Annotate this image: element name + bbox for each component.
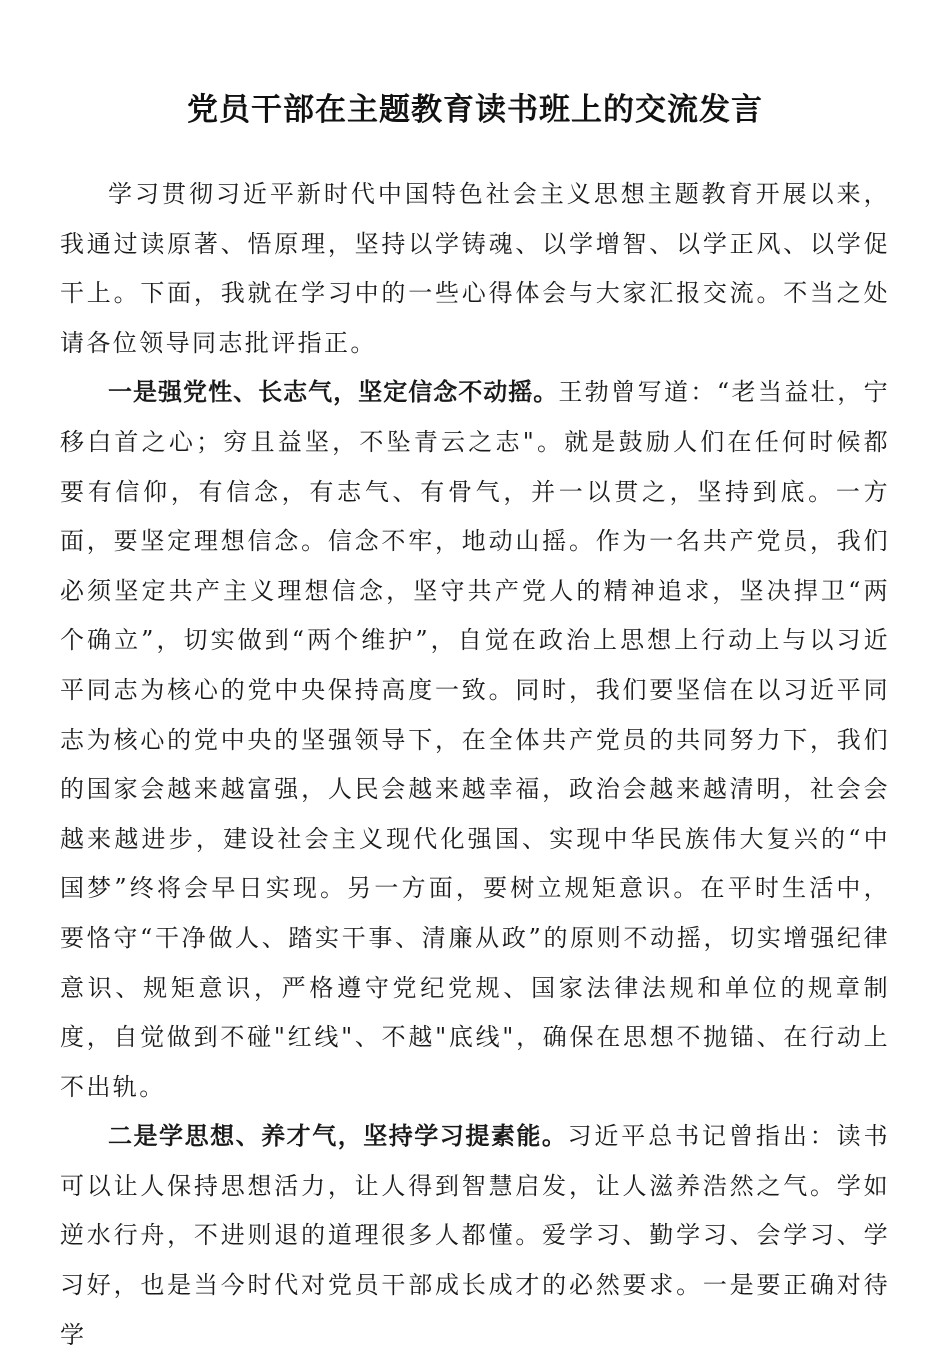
paragraph-text: 王勃曾写道：“老当益壮，宁移白首之心；穷且益坚，不坠青云之志"。就是鼓励人们在任何时候都要有信仰，有信念，有志气、有骨气，并一以贯之，坚持到底。一方面，要坚定理想信念。信念不牢，地动山摇。作为一名共产党员，我们必须坚定共产主义理想信念，坚守共产党人的精神追求，坚决捍卫“两个确立”，切实做到“两个维护”，自觉在政治上思想上行动上与以习近平同志为核心的党中央保持高度一致。同时，我们要坚信在以习近平同志为核心的党中央的坚强领导下，在全体共产党员的共同努力下，我们的国家会越来越富强，人民会越来越幸福，政治会越来越清明，社会会越来越进步，建设社会主义现代化强国、实现中华民族伟大复兴的“中国梦”终将会早日实现。另一方面，要树立规矩意识。在平时生活中，要恪守“干净做人、踏实干事、清廉从政”的原则不动摇，切实增强纪律意识、规矩意识，严格遵守党纪党规、国家法律法规和单位的规章制度，自觉做到不碰"红线"、不越"底线"，确保在思想不抛锚、在行动上不出轨。 xyxy=(60,378,891,1101)
document-body xyxy=(60,170,890,1360)
document-title: 党员干部在主题教育读书班上的交流发言 xyxy=(187,92,763,128)
paragraph-text: 学习贯彻习近平新时代中国特色社会主义思想主题教育开展以来，我通过读原著、悟原理，坚持以学铸魂、以学增智、以学正风、以学促干上。下面，我就在学习中的一些心得体会与大家汇报交流。不当之处请各位领导同志批评指正。 xyxy=(60,180,890,357)
paragraph-lead: 二是学思想、养才气，坚持学习提素能。 xyxy=(108,1122,568,1151)
paragraph-point-two xyxy=(60,1112,890,1360)
paragraph-point-one xyxy=(60,368,890,1112)
paragraph-lead: 一是强党性、长志气，坚定信念不动摇。 xyxy=(108,378,559,407)
paragraph-intro xyxy=(60,170,890,368)
paragraph-text: 习近平总书记曾指出：读书可以让人保持思想活力，让人得到智慧启发，让人滋养浩然之气。学如逆水行舟，不进则退的道理很多人都懂。爱学习、勤学习、会学习、学习好，也是当今时代对党员干部成长成才的必然要求。一是要正确对待学 xyxy=(60,1122,890,1349)
